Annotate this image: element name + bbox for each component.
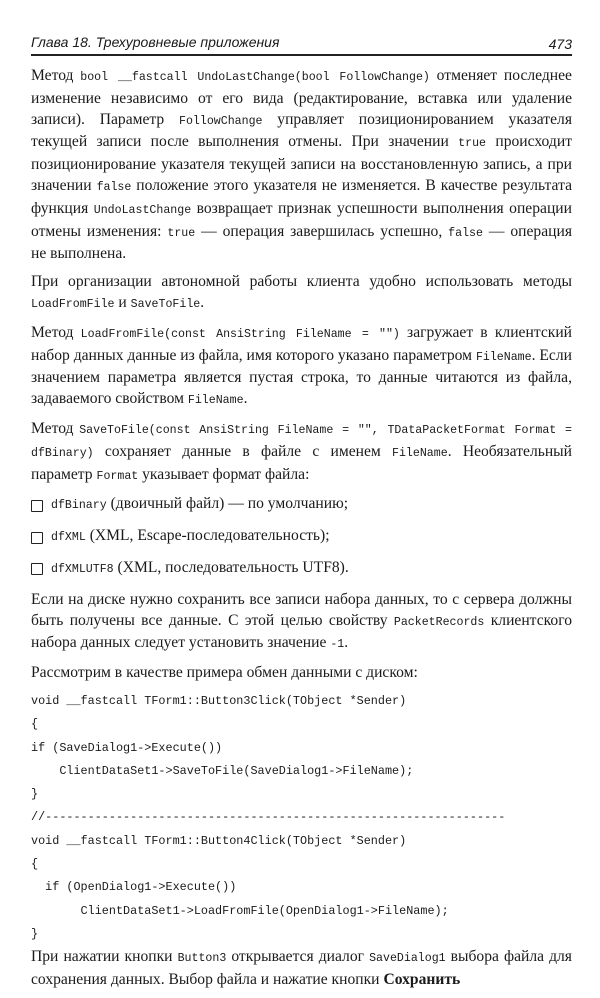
text-run: — операция завершилась успешно, (195, 222, 449, 240)
text-run: При нажатии кнопки (31, 948, 178, 966)
text-run: Метод (31, 323, 81, 341)
square-bullet-icon (31, 500, 43, 512)
code-term: -1 (330, 638, 345, 652)
text-run: клиентского набора данных следует установить значение (31, 611, 572, 652)
text-run: . (344, 634, 349, 652)
paragraph (31, 66, 572, 265)
code-line: } (31, 787, 39, 802)
text-run: открывается диалог (226, 948, 370, 966)
paragraph (31, 663, 572, 684)
text-run: . Если значением параметра является пустая строка, то данные читаются из файла, задаваемого свойством (31, 346, 572, 408)
paragraph (31, 947, 572, 991)
middle-paragraphs (31, 590, 572, 684)
format-list (31, 494, 572, 580)
text-run: положение этого указателя не изменяется. В качестве результата функция (31, 176, 572, 217)
code-term: LoadFromFile(const AnsiString FileName = "") (80, 327, 400, 341)
code-term: SaveDialog1 (369, 952, 446, 966)
paragraph (31, 419, 572, 487)
text-run: . (243, 390, 248, 408)
page-body (31, 66, 572, 998)
square-bullet-icon (31, 563, 43, 575)
code-line: if (SaveDialog1->Execute()) (31, 740, 223, 755)
running-header (31, 30, 572, 56)
code-term: UndoLastChange (93, 203, 192, 217)
code-line: { (31, 717, 39, 732)
text-run: указывает формат файла: (138, 465, 310, 483)
code-term: PacketRecords (393, 615, 485, 629)
code-term: FollowChange (179, 114, 263, 128)
text-run: При организации автономной работы клиента удобно использовать методы (31, 273, 572, 291)
code-term: Button3 (177, 952, 227, 966)
text-run: Метод (31, 419, 80, 437)
intro-paragraphs (31, 66, 572, 487)
code-term: dfXMLUTF8 (51, 562, 114, 576)
text-run: . (200, 293, 205, 311)
text-run: происходит позиционирование указателя текущей записи на восстановленную запись, а при значении (31, 133, 573, 194)
list-item-text (51, 494, 348, 517)
list-item-text (51, 558, 349, 581)
text-run: сохраняет данные в файле с именем (93, 442, 393, 460)
square-bullet-icon (31, 532, 43, 544)
code-line: //----------------------------------------------------------------- (31, 810, 506, 825)
code-term: true (458, 137, 487, 151)
paragraph (31, 323, 572, 412)
text-run: Если на диске нужно сохранить все записи набора данных, то с сервера должны быть получены все данные. С этой целью свойству (31, 590, 572, 629)
text-run: и (114, 293, 131, 311)
code-line: ClientDataSet1->LoadFromFile(OpenDialog1->FileName); (31, 903, 449, 918)
list-item-text (51, 526, 330, 549)
code-term: false (96, 180, 132, 194)
page-number: 473 (548, 36, 572, 52)
text-run: . Необязательный параметр (31, 442, 573, 483)
code-term: dfXML (51, 531, 86, 545)
text-run: отменяет последнее изменение независимо от его вида (редактирование, вставка или удаление записи). Параметр (31, 67, 572, 128)
chapter-title: Глава 18. Трехуровневые приложения (31, 34, 280, 50)
list-item (31, 494, 572, 517)
code-term: bool __fastcall UndoLastChange(bool FollowChange) (80, 71, 430, 84)
bold-term: Сохранить (383, 970, 461, 988)
code-term: LoadFromFile (31, 297, 115, 311)
text-run: — операция не выполнена. (31, 222, 572, 263)
code-term: dfBinary (51, 499, 107, 513)
text-run: загружает в клиентский набор данных данные из файла, имя которого указано параметром (31, 323, 573, 364)
paragraph (31, 590, 572, 656)
code-line: void __fastcall TForm1::Button3Click(TObject *Sender) (31, 693, 407, 708)
text-run: выбора файла для сохранения данных. Выбор файла и нажатие кнопки (31, 948, 572, 988)
paragraph (31, 272, 572, 316)
code-term: true (167, 226, 196, 240)
code-line: } (31, 926, 39, 941)
code-term: Format (96, 469, 139, 483)
text-run: управляет позиционированием указателя текущей записи после выполнения отмены. При значении (31, 110, 572, 151)
text-run: (XML, последовательность UTF8). (113, 558, 349, 576)
closing-paragraphs (31, 947, 572, 991)
code-line: if (OpenDialog1->Execute()) (31, 880, 237, 895)
code-term: SaveToFile (130, 297, 201, 311)
code-term: FileName (475, 350, 532, 364)
code-term: false (448, 226, 483, 240)
code-line: void __fastcall TForm1::Button4Click(TObject *Sender) (31, 833, 407, 848)
list-item (31, 526, 572, 549)
code-line: { (31, 857, 39, 871)
code-term: FileName (392, 446, 448, 460)
text-run: Метод (31, 67, 81, 84)
text-run: возвращает признак успешности выполнения операции отмены изменения: (31, 199, 572, 240)
code-term: SaveToFile(const AnsiString FileName = "", TDataPacketFormat Format = dfBinary) (31, 423, 573, 460)
code-line: ClientDataSet1->SaveToFile(SaveDialog1->FileName); (31, 763, 414, 778)
code-listing (31, 691, 572, 945)
list-item (31, 558, 572, 581)
text-run: (XML, Escape-последовательность); (85, 527, 330, 545)
code-term: FileName (187, 394, 244, 408)
text-run: Рассмотрим в качестве примера обмен данными с диском: (31, 664, 418, 682)
text-run: (двоичный файл) — по умолчанию; (106, 495, 349, 513)
